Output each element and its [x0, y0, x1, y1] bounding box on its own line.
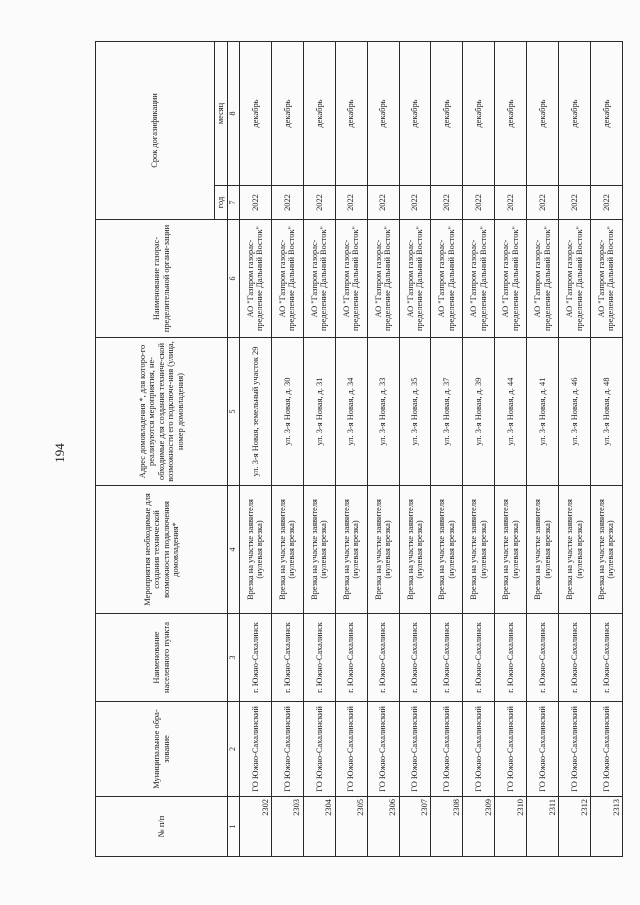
header-settlement: Наименование населенного пункта: [96, 614, 228, 702]
cell-municipality: ГО Южно-Сахалинский: [335, 702, 367, 797]
cell-org: АО "Газпром газорас-пределение Дальний Восток": [240, 220, 272, 338]
cell-settlement: г. Южно-Сахалинск: [303, 614, 335, 702]
cell-address: ул. 3-я Новая, д. 30: [271, 338, 303, 486]
cell-municipality: ГО Южно-Сахалинский: [431, 702, 463, 797]
cell-org: АО "Газпром газорас-пределение Дальний Восток": [463, 220, 495, 338]
col-number: 1: [228, 797, 240, 857]
row-number: 2309: [463, 797, 495, 857]
row-number: 2307: [399, 797, 431, 857]
header-term: Срок догазификации: [96, 42, 215, 220]
cell-address: ул. 3-я Новая, д. 31: [303, 338, 335, 486]
cell-address: ул. 3-я Новая, д. 33: [367, 338, 399, 486]
cell-measures: Врезка на участке заявителя (нулевая врезка): [590, 486, 622, 614]
cell-measures: Врезка на участке заявителя (нулевая врезка): [367, 486, 399, 614]
cell-municipality: ГО Южно-Сахалинский: [240, 702, 272, 797]
cell-month: декабрь: [367, 42, 399, 186]
cell-settlement: г. Южно-Сахалинск: [367, 614, 399, 702]
rotated-table-container: [95, 42, 623, 857]
cell-measures: Врезка на участке заявителя (нулевая врезка): [335, 486, 367, 614]
table-row: [399, 42, 431, 857]
table-row: [335, 42, 367, 857]
cell-settlement: г. Южно-Сахалинск: [495, 614, 527, 702]
cell-org: АО "Газпром газорас-пределение Дальний Восток": [303, 220, 335, 338]
row-number: 2303: [271, 797, 303, 857]
cell-settlement: г. Южно-Сахалинск: [463, 614, 495, 702]
cell-municipality: ГО Южно-Сахалинский: [271, 702, 303, 797]
cell-municipality: ГО Южно-Сахалинский: [399, 702, 431, 797]
cell-month: декабрь: [590, 42, 622, 186]
cell-address: ул. 3-я Новая, д. 46: [559, 338, 591, 486]
cell-address: ул. 3-я Новая, д. 37: [431, 338, 463, 486]
row-number: 2311: [527, 797, 559, 857]
cell-year: 2022: [495, 186, 527, 220]
table-row: [303, 42, 335, 857]
cell-year: 2022: [271, 186, 303, 220]
table-row: [495, 42, 527, 857]
cell-settlement: г. Южно-Сахалинск: [335, 614, 367, 702]
col-number: 8: [228, 42, 240, 186]
cell-month: декабрь: [303, 42, 335, 186]
cell-org: АО "Газпром газорас-пределение Дальний Восток": [431, 220, 463, 338]
cell-month: декабрь: [240, 42, 272, 186]
row-number: 2305: [335, 797, 367, 857]
cell-address: ул. 3-я Новая, д. 39: [463, 338, 495, 486]
cell-year: 2022: [399, 186, 431, 220]
cell-address: ул. 3-я Новая, д. 48: [590, 338, 622, 486]
cell-municipality: ГО Южно-Сахалинский: [590, 702, 622, 797]
cell-year: 2022: [527, 186, 559, 220]
cell-measures: Врезка на участке заявителя (нулевая врезка): [399, 486, 431, 614]
column-numbers-row: [228, 42, 240, 857]
cell-settlement: г. Южно-Сахалинск: [240, 614, 272, 702]
row-number: 2312: [559, 797, 591, 857]
header-num: № п/п: [96, 797, 228, 857]
col-number: 7: [228, 186, 240, 220]
cell-municipality: ГО Южно-Сахалинский: [367, 702, 399, 797]
cell-year: 2022: [335, 186, 367, 220]
col-number: 6: [228, 220, 240, 338]
table-row: [431, 42, 463, 857]
header-address: Адрес домовладения *, для которо-го реализуются мероприятия, не-обходимые для создания техниче-ской возможности его подключе-ния (улица, номер домовладения): [96, 338, 228, 486]
cell-org: АО "Газпром газорас-пределение Дальний Восток": [495, 220, 527, 338]
cell-org: АО "Газпром газорас-пределение Дальний Восток": [367, 220, 399, 338]
cell-municipality: ГО Южно-Сахалинский: [463, 702, 495, 797]
table-row: [463, 42, 495, 857]
cell-year: 2022: [240, 186, 272, 220]
table-row: [590, 42, 622, 857]
cell-measures: Врезка на участке заявителя (нулевая врезка): [559, 486, 591, 614]
cell-org: АО "Газпром газорас-пределение Дальний Восток": [271, 220, 303, 338]
cell-settlement: г. Южно-Сахалинск: [399, 614, 431, 702]
header-row: [96, 42, 215, 857]
cell-month: декабрь: [527, 42, 559, 186]
cell-address: ул. 3-я Новая, земельный участок 29: [240, 338, 272, 486]
cell-year: 2022: [559, 186, 591, 220]
table-row: [271, 42, 303, 857]
cell-org: АО "Газпром газорас-пределение Дальний Восток": [559, 220, 591, 338]
cell-municipality: ГО Южно-Сахалинский: [559, 702, 591, 797]
cell-measures: Врезка на участке заявителя (нулевая врезка): [240, 486, 272, 614]
table-row: [527, 42, 559, 857]
row-number: 2313: [590, 797, 622, 857]
cell-month: декабрь: [495, 42, 527, 186]
cell-settlement: г. Южно-Сахалинск: [590, 614, 622, 702]
cell-measures: Врезка на участке заявителя (нулевая врезка): [463, 486, 495, 614]
col-number: 5: [228, 338, 240, 486]
cell-measures: Врезка на участке заявителя (нулевая врезка): [527, 486, 559, 614]
table-row: [559, 42, 591, 857]
cell-month: декабрь: [431, 42, 463, 186]
header-year: год: [215, 186, 228, 220]
cell-month: декабрь: [335, 42, 367, 186]
cell-year: 2022: [367, 186, 399, 220]
cell-org: АО "Газпром газорас-пределение Дальний Восток": [527, 220, 559, 338]
cell-year: 2022: [431, 186, 463, 220]
cell-org: АО "Газпром газорас-пределение Дальний Восток": [335, 220, 367, 338]
row-number: 2304: [303, 797, 335, 857]
cell-settlement: г. Южно-Сахалинск: [559, 614, 591, 702]
cell-address: ул. 3-я Новая, д. 34: [335, 338, 367, 486]
header-municipality: Муниципальное обра-зование: [96, 702, 228, 797]
cell-municipality: ГО Южно-Сахалинский: [495, 702, 527, 797]
cell-measures: Врезка на участке заявителя (нулевая врезка): [431, 486, 463, 614]
cell-month: декабрь: [271, 42, 303, 186]
cell-year: 2022: [303, 186, 335, 220]
header-measures: Мероприятия необходимые для создания технической возможности подключения домовладения*: [96, 486, 228, 614]
cell-settlement: г. Южно-Сахалинск: [431, 614, 463, 702]
table-row: [367, 42, 399, 857]
cell-measures: Врезка на участке заявителя (нулевая врезка): [495, 486, 527, 614]
row-number: 2308: [431, 797, 463, 857]
cell-municipality: ГО Южно-Сахалинский: [527, 702, 559, 797]
cell-year: 2022: [590, 186, 622, 220]
cell-settlement: г. Южно-Сахалинск: [271, 614, 303, 702]
header-month: месяц: [215, 42, 228, 186]
cell-address: ул. 3-я Новая, д. 35: [399, 338, 431, 486]
cell-measures: Врезка на участке заявителя (нулевая врезка): [303, 486, 335, 614]
row-number: 2306: [367, 797, 399, 857]
cell-month: декабрь: [463, 42, 495, 186]
page-number: 194: [52, 443, 67, 463]
cell-org: АО "Газпром газорас-пределение Дальний Восток": [399, 220, 431, 338]
table-row: [240, 42, 272, 857]
cell-org: АО "Газпром газорас-пределение Дальний Восток": [590, 220, 622, 338]
header-org: Наименование газорас-пределительной органи-зации: [96, 220, 228, 338]
cell-month: декабрь: [399, 42, 431, 186]
row-number: 2310: [495, 797, 527, 857]
cell-address: ул. 3-я Новая, д. 44: [495, 338, 527, 486]
row-number: 2302: [240, 797, 272, 857]
gasification-table: [95, 41, 623, 857]
cell-measures: Врезка на участке заявителя (нулевая врезка): [271, 486, 303, 614]
cell-settlement: г. Южно-Сахалинск: [527, 614, 559, 702]
cell-month: декабрь: [559, 42, 591, 186]
cell-year: 2022: [463, 186, 495, 220]
col-number: 3: [228, 614, 240, 702]
col-number: 2: [228, 702, 240, 797]
cell-address: ул. 3-я Новая, д. 41: [527, 338, 559, 486]
cell-municipality: ГО Южно-Сахалинский: [303, 702, 335, 797]
col-number: 4: [228, 486, 240, 614]
